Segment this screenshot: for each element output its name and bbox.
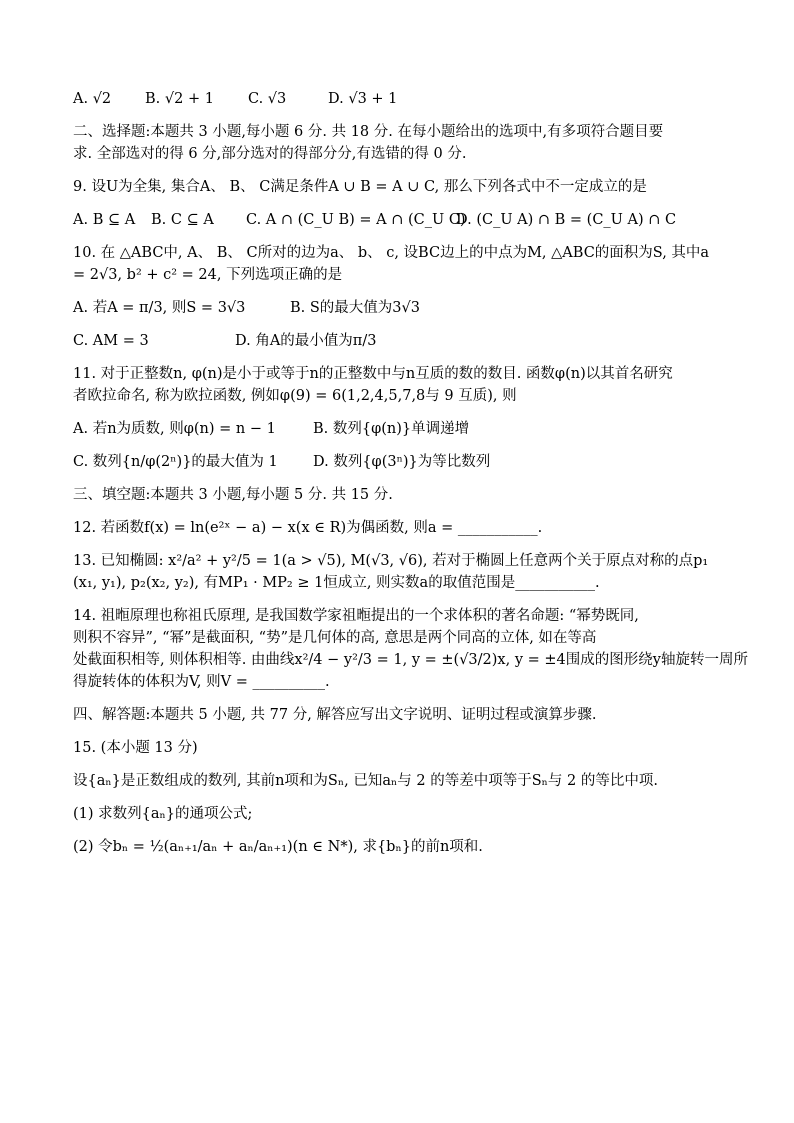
q10-option-c: C. AM = 3 bbox=[73, 333, 149, 349]
section-3-heading: 三、填空题:本题共 3 小题,每小题 5 分. 共 15 分. bbox=[73, 487, 393, 503]
q11-options-cd bbox=[73, 451, 723, 473]
q14 bbox=[73, 605, 748, 693]
q12: 12. 若函数f(x) = ln(e²ˣ − a) − x(x ∈ R)为偶函数, 则a = ___________. bbox=[73, 520, 543, 536]
section-4-heading: 四、解答题:本题共 5 小题, 共 77 分, 解答应写出文字说明、证明过程或演算步骤. bbox=[73, 707, 597, 723]
q8-option-a: A. √2 bbox=[73, 91, 112, 107]
q10-options-cd bbox=[73, 330, 723, 352]
q14-line-2: 则积不容异”, “幂”是截面积, “势”是几何体的高, 意思是两个同高的立体, 如在等高 bbox=[73, 630, 597, 646]
q9-options bbox=[73, 209, 723, 231]
q11-options-ab bbox=[73, 418, 723, 440]
section-2-line-1: 二、选择题:本题共 3 小题,每小题 6 分. 共 18 分. 在每小题给出的选项中,有多项符合题目要 bbox=[73, 124, 664, 140]
q14-line-1: 14. 祖暅原理也称祖氏原理, 是我国数学家祖暅提出的一个求体积的著名命题: “幂势既同, bbox=[73, 608, 639, 624]
q8-option-d: D. √3 + 1 bbox=[328, 91, 398, 107]
q10-option-b: B. S的最大值为3√3 bbox=[290, 300, 420, 316]
q14-line-4: 得旋转体的体积为V, 则V = __________. bbox=[73, 674, 330, 690]
q9-option-b: B. C ⊆ A bbox=[151, 212, 214, 228]
q11-option-b: B. 数列{φ(n)}单调递增 bbox=[313, 421, 470, 437]
q13-line-2: (x₁, y₁), p₂(x₂, y₂), 有MP₁ · MP₂ ≥ 1恒成立, 则实数a的取值范围是___________. bbox=[73, 575, 600, 591]
q10-options-ab bbox=[73, 297, 723, 319]
q15-part-2: (2) 令bₙ = ½(aₙ₊₁/aₙ + aₙ/aₙ₊₁)(n ∈ N*), 求{bₙ}的前n项和. bbox=[73, 839, 483, 855]
q15-stem: 设{aₙ}是正数组成的数列, 其前n项和为Sₙ, 已知aₙ与 2 的等差中项等于Sₙ与 2 的等比中项. bbox=[73, 773, 658, 789]
section-2-heading bbox=[73, 121, 723, 165]
q10 bbox=[73, 242, 723, 286]
q15-title: 15. (本小题 13 分) bbox=[73, 740, 198, 756]
q10-stem-line-1: 10. 在 △ABC中, A、 B、 C所对的边为a、 b、 c, 设BC边上的中点为M, △ABC的面积为S, 其中a bbox=[73, 245, 710, 261]
q9-option-a: A. B ⊆ A bbox=[73, 212, 136, 228]
q13 bbox=[73, 550, 723, 594]
section-2-line-2: 求. 全部选对的得 6 分,部分选对的得部分分,有选错的得 0 分. bbox=[73, 146, 467, 162]
exam-page bbox=[73, 88, 748, 869]
q8-option-b: B. √2 + 1 bbox=[145, 91, 214, 107]
q11-option-c: C. 数列{n/φ(2ⁿ)}的最大值为 1 bbox=[73, 454, 278, 470]
q14-line-3: 处截面积相等, 则体积相等. 由曲线x²/4 − y²/3 = 1, y = ±(√3/2)x, y = ±4围成的图形绕y轴旋转一周所 bbox=[73, 652, 748, 668]
q11-option-a: A. 若n为质数, 则φ(n) = n − 1 bbox=[73, 421, 276, 437]
q13-line-1: 13. 已知椭圆: x²/a² + y²/5 = 1(a > √5), M(√3, √6), 若对于椭圆上任意两个关于原点对称的点p₁ bbox=[73, 553, 709, 569]
q9-option-c: C. A ∩ (C_U B) = A ∩ (C_U C) bbox=[246, 212, 466, 228]
q9-stem: 9. 设U为全集, 集合A、 B、 C满足条件A ∪ B = A ∪ C, 那么下列各式中不一定成立的是 bbox=[73, 179, 647, 195]
q11-stem-line-1: 11. 对于正整数n, φ(n)是小于或等于n的正整数中与n互质的数的数目. 函数φ(n)以其首名研究 bbox=[73, 366, 673, 382]
q10-option-a: A. 若A = π/3, 则S = 3√3 bbox=[73, 300, 246, 316]
q11-stem-line-2: 者欧拉命名, 称为欧拉函数, 例如φ(9) = 6(1,2,4,5,7,8与 9 互质), 则 bbox=[73, 388, 517, 404]
q15-part-1: (1) 求数列{aₙ}的通项公式; bbox=[73, 806, 253, 822]
q10-option-d: D. 角A的最小值为π/3 bbox=[235, 333, 377, 349]
q8-options bbox=[73, 88, 723, 110]
q11 bbox=[73, 363, 723, 407]
q11-option-d: D. 数列{φ(3ⁿ)}为等比数列 bbox=[313, 454, 491, 470]
q10-stem-line-2: = 2√3, b² + c² = 24, 下列选项正确的是 bbox=[73, 267, 343, 283]
q8-option-c: C. √3 bbox=[248, 91, 287, 107]
q9-option-d: D. (C_U A) ∩ B = (C_U A) ∩ C bbox=[456, 212, 677, 228]
